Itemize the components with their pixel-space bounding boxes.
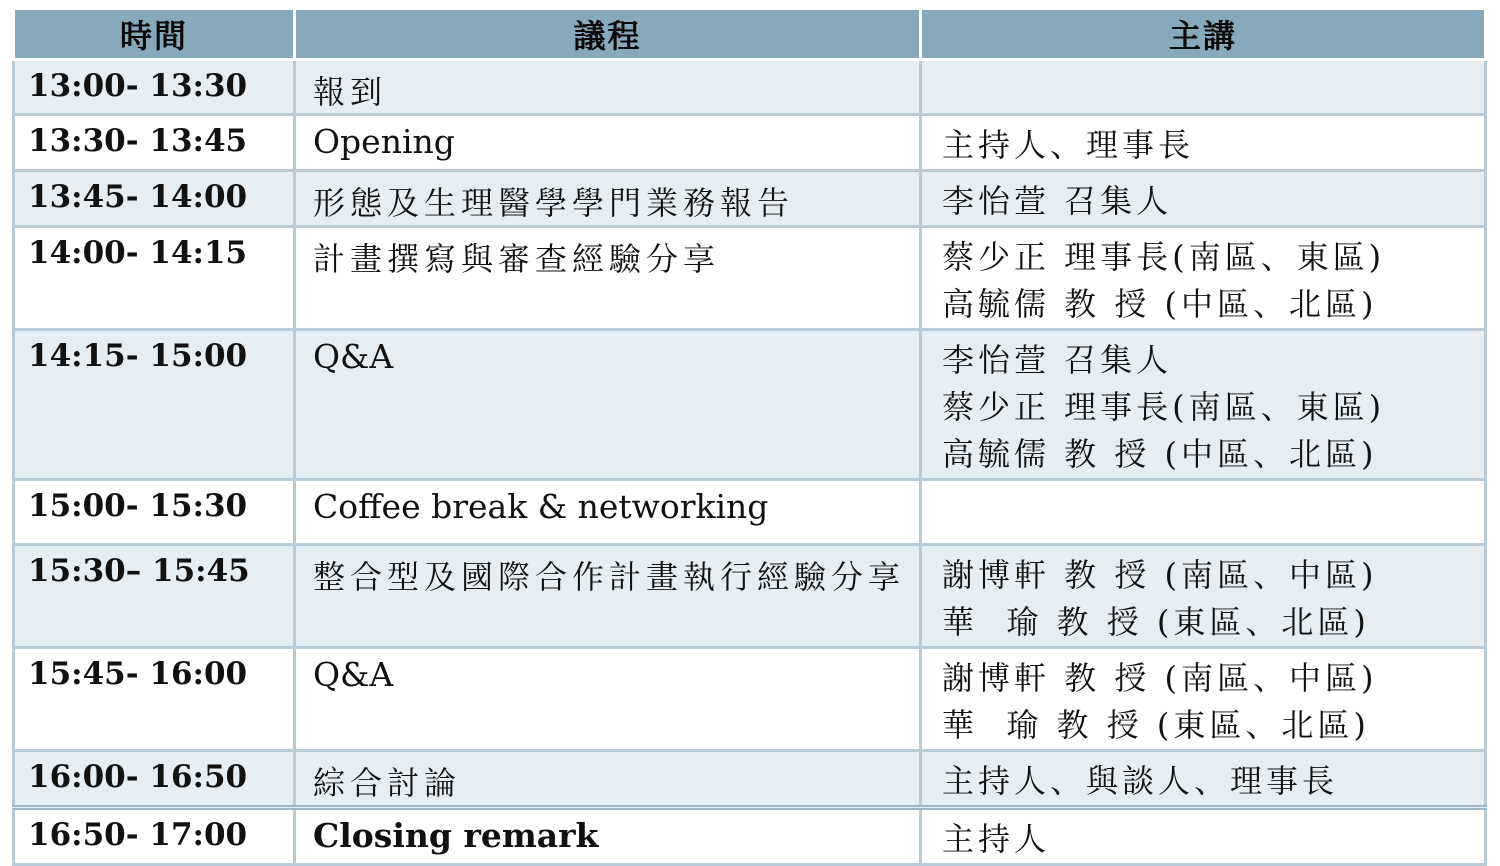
table-row [14, 480, 1486, 545]
speaker-line: 高毓儒 教 授 (中區、北區) [942, 285, 1378, 323]
speaker-cell [921, 751, 1486, 808]
header-speaker: 主講 [921, 9, 1486, 60]
time-cell: 13:30- 13:45 [14, 115, 295, 171]
time-cell: 16:50- 17:00 [14, 808, 295, 865]
agenda-cell: 綜合討論 [295, 751, 921, 808]
time-cell: 15:00- 15:30 [14, 480, 295, 545]
table-row [14, 751, 1486, 808]
speaker-line: 李怡萱 召集人 [942, 341, 1173, 379]
table-row [14, 545, 1486, 648]
speaker-cell [921, 330, 1486, 480]
table-row [14, 115, 1486, 171]
speaker-cell [921, 480, 1486, 545]
speaker-line: 主持人、與談人、理事長 [942, 762, 1339, 800]
table-body [14, 60, 1486, 865]
time-cell: 14:15- 15:00 [14, 330, 295, 480]
speaker-line: 蔡少正 理事長(南區、東區) [942, 238, 1386, 276]
speaker-line: 華 瑜 教 授 (東區、北區) [942, 706, 1370, 744]
agenda-cell: 計畫撰寫與審查經驗分享 [295, 227, 921, 330]
speaker-line: 華 瑜 教 授 (東區、北區) [942, 603, 1370, 641]
time-cell: 13:45- 14:00 [14, 171, 295, 227]
agenda-cell: Opening [295, 115, 921, 171]
speaker-cell [921, 648, 1486, 751]
agenda-cell: 形態及生理醫學學門業務報告 [295, 171, 921, 227]
header-time: 時間 [14, 9, 295, 60]
table-row [14, 171, 1486, 227]
table-header [14, 9, 1486, 60]
speaker-line: 主持人 [942, 820, 1051, 858]
agenda-cell: Q&A [295, 330, 921, 480]
time-cell: 13:00- 13:30 [14, 60, 295, 115]
time-cell: 16:00- 16:50 [14, 751, 295, 808]
speaker-line: 主持人、理事長 [942, 126, 1195, 164]
time-cell: 14:00- 14:15 [14, 227, 295, 330]
table-row [14, 60, 1486, 115]
agenda-cell: 報到 [295, 60, 921, 115]
speaker-line: 謝博軒 教 授 (南區、中區) [942, 659, 1378, 697]
speaker-cell [921, 545, 1486, 648]
speaker-line: 李怡萱 召集人 [942, 182, 1173, 220]
speaker-line: 蔡少正 理事長(南區、東區) [942, 388, 1386, 426]
agenda-cell: Coffee break & networking [295, 480, 921, 545]
agenda-cell: Q&A [295, 648, 921, 751]
time-cell: 15:45- 16:00 [14, 648, 295, 751]
speaker-cell [921, 227, 1486, 330]
speaker-line: 高毓儒 教 授 (中區、北區) [942, 435, 1378, 473]
table-row [14, 330, 1486, 480]
speaker-cell [921, 171, 1486, 227]
speaker-cell [921, 60, 1486, 115]
agenda-cell: Closing remark [295, 808, 921, 865]
agenda-table [12, 7, 1487, 866]
header-row [14, 9, 1486, 60]
agenda-cell: 整合型及國際合作計畫執行經驗分享 [295, 545, 921, 648]
table-row [14, 648, 1486, 751]
speaker-cell [921, 115, 1486, 171]
header-agenda: 議程 [295, 9, 921, 60]
speaker-cell [921, 808, 1486, 865]
time-cell: 15:30– 15:45 [14, 545, 295, 648]
speaker-line: 謝博軒 教 授 (南區、中區) [942, 556, 1378, 594]
table-row [14, 227, 1486, 330]
table-row [14, 808, 1486, 865]
